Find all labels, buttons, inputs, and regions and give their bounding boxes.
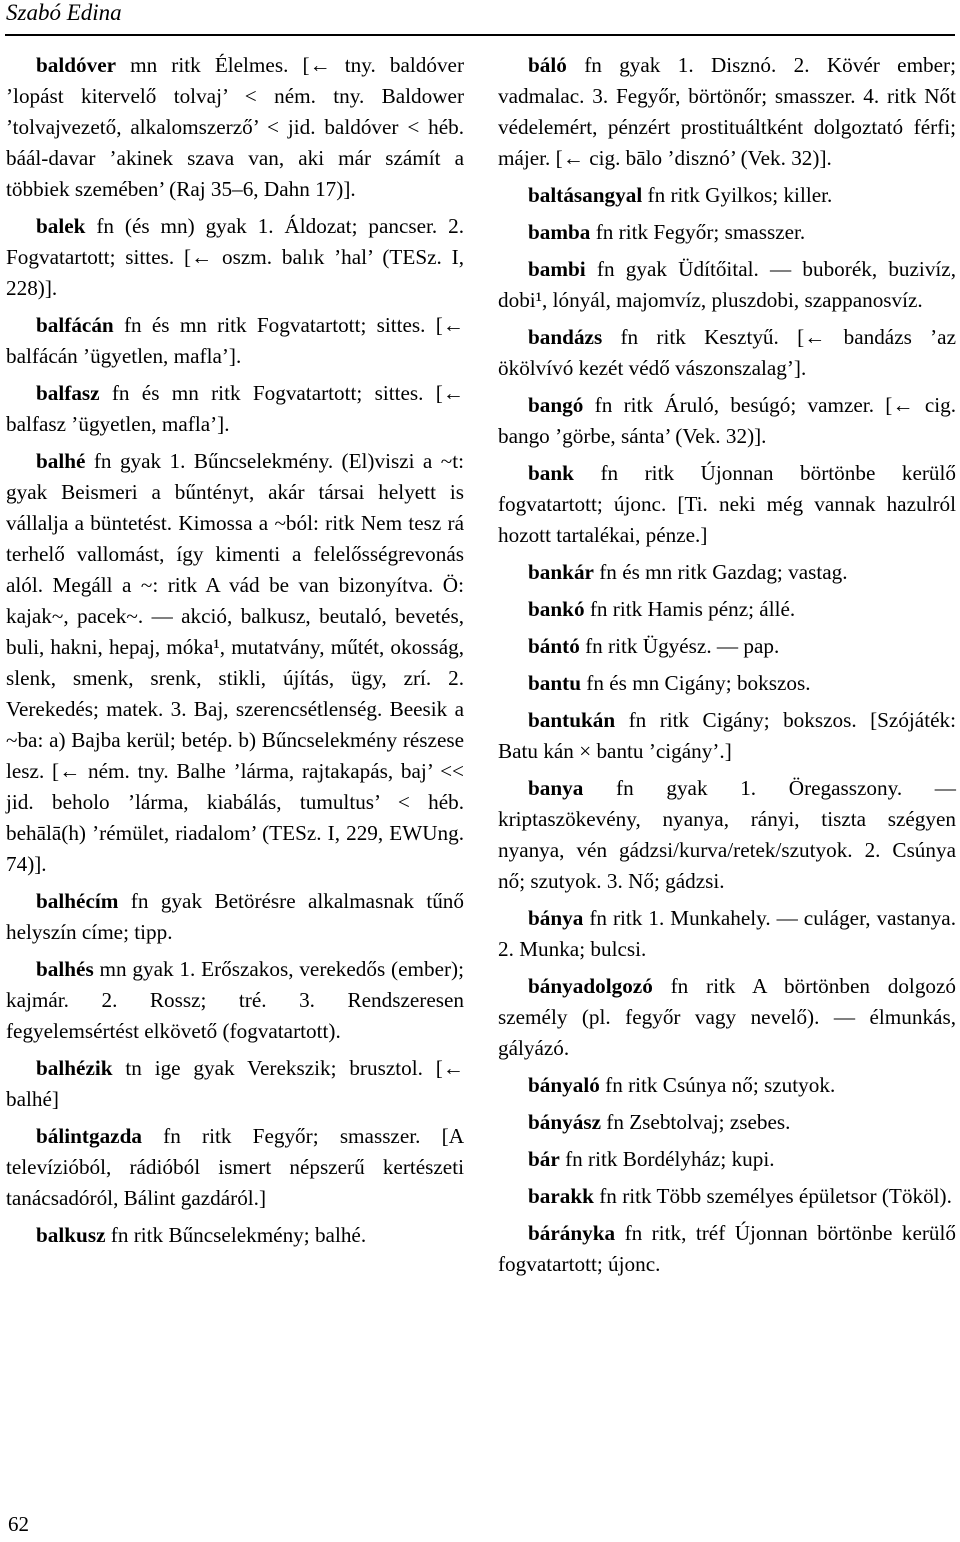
entry-headword: balhé <box>36 449 86 473</box>
entry-body: fn ritk Újonnan börtönbe kerülő fogvatartott; újonc. [Ti. neki még vannak hazulról hozott tartalékai, pénze.] <box>498 461 956 547</box>
entry-headword: baldóver <box>36 53 117 77</box>
entry-body: mn gyak 1. Erőszakos, verekedős (ember); kajmár. 2. Rossz; tré. 3. Rendszeresen fegyelemsértést elkövető (fogvatartott). <box>6 957 464 1043</box>
page-number: 62 <box>8 1512 29 1536</box>
entry-headword: banya <box>528 776 584 800</box>
entry-headword: bárányka <box>528 1221 616 1245</box>
entry-headword: bár <box>528 1147 560 1171</box>
dictionary-entry <box>498 773 956 897</box>
entry-headword: bandázs <box>528 325 603 349</box>
dictionary-entry <box>498 594 956 625</box>
entry-headword: bányász <box>528 1110 601 1134</box>
entry-headword: balhécím <box>36 889 119 913</box>
dictionary-entry <box>498 322 956 384</box>
dictionary-entry <box>6 954 464 1047</box>
dictionary-entry <box>6 211 464 304</box>
entry-body: fn ritk Bordélyház; kupi. <box>559 1147 775 1171</box>
dictionary-entry <box>6 1053 464 1115</box>
entry-headword: bank <box>528 461 574 485</box>
dictionary-entry <box>498 557 956 588</box>
entry-headword: balfácán <box>36 313 114 337</box>
entry-body: fn Zsebtolvaj; zsebes. <box>601 1110 791 1134</box>
entry-headword: bankár <box>528 560 594 584</box>
entry-headword: balek <box>36 214 86 238</box>
entry-body: fn gyak 1. Öregasszony. — kriptaszökevény, nyanya, rányi, tiszta szégyen nyanya, vén gádzsi/kurva/retek/szutyok. 2. Csúnya nő; szutyok. 3. Nő; gádzsi. <box>498 776 956 893</box>
dictionary-entry <box>498 1107 956 1138</box>
entry-headword: bankó <box>528 597 585 621</box>
entry-headword: bantukán <box>528 708 616 732</box>
entry-body: fn ritk Több személyes épületsor (Tököl). <box>593 1184 952 1208</box>
dictionary-entry <box>498 1070 956 1101</box>
dictionary-entry <box>498 50 956 174</box>
entry-headword: bantu <box>528 671 581 695</box>
entry-body: fn ritk Csúnya nő; szutyok. <box>599 1073 836 1097</box>
dictionary-entry <box>498 1218 956 1280</box>
dictionary-entry <box>6 886 464 948</box>
dictionary-entry <box>498 458 956 551</box>
entry-headword: báló <box>528 53 567 77</box>
dictionary-entry <box>498 668 956 699</box>
entry-body: fn ritk Cigány; bokszos. [Szójáték: Batu kán × bantu ’cigány’.] <box>498 708 956 763</box>
entry-body: fn ritk Ügyész. — pap. <box>579 634 780 658</box>
dictionary-entry <box>498 631 956 662</box>
entry-headword: bangó <box>528 393 584 417</box>
entry-body: fn gyak 1. Disznó. 2. Kövér ember; vadmalac. 3. Fegyőr, börtönőr; smasszer. 4. ritk Nőt védelemért, pénzért prostituáltként dolgoztató férfi; májer. [← cig. bālo ’disznó’ (Vek. 32)]. <box>498 53 956 170</box>
entry-headword: bányaló <box>528 1073 600 1097</box>
dictionary-entry <box>498 390 956 452</box>
dictionary-entry <box>6 1121 464 1214</box>
dictionary-entry <box>498 1144 956 1175</box>
entry-headword: balhézik <box>36 1056 113 1080</box>
entry-body: fn és mn Cigány; bokszos. <box>581 671 811 695</box>
dictionary-entry <box>6 446 464 880</box>
dictionary-entry <box>498 971 956 1064</box>
entry-headword: balkusz <box>36 1223 106 1247</box>
dictionary-entry <box>498 180 956 211</box>
dictionary-entry <box>498 705 956 767</box>
entry-headword: balhés <box>36 957 94 981</box>
entry-headword: bántó <box>528 634 580 658</box>
dictionary-entry <box>6 1220 464 1251</box>
entry-headword: balfasz <box>36 381 100 405</box>
dictionary-entry <box>498 254 956 316</box>
entry-body: fn ritk Hamis pénz; állé. <box>584 597 796 621</box>
left-column <box>6 50 464 1257</box>
entry-headword: baltásangyal <box>528 183 643 207</box>
entry-headword: bánya <box>528 906 584 930</box>
dictionary-entry <box>6 310 464 372</box>
entry-body: fn gyak Betörésre alkalmasnak tűnő helyszín címe; tipp. <box>6 889 464 944</box>
dictionary-entry <box>498 1181 956 1212</box>
entry-body: fn ritk Bűncselekmény; balhé. <box>105 1223 367 1247</box>
entry-body: mn ritk Élelmes. [← tny. baldóver ’lopást kitervelő tolvaj’ < ném. tny. Baldower ’tolvajvezető, alkalomszerző’ < jid. baldóver < héb. báál-davar ’akinek szava van, aki már számít a többiek szemében’ (Raj 35–6, Dahn 17)]. <box>6 53 464 201</box>
entry-headword: bamba <box>528 220 591 244</box>
entry-body: fn ritk Áruló, besúgó; vamzer. [← cig. bango ’görbe, sánta’ (Vek. 32)]. <box>498 393 956 448</box>
entry-body: fn (és mn) gyak 1. Áldozat; pancser. 2. Fogvatartott; sittes. [← oszm. balık ’hal’ (TESz. I, 228)]. <box>6 214 464 300</box>
entry-headword: barakk <box>528 1184 594 1208</box>
entry-body: fn ritk Gyilkos; killer. <box>642 183 833 207</box>
entry-body: fn ritk 1. Munkahely. — culáger, vastanya. 2. Munka; bulcsi. <box>498 906 956 961</box>
entry-body: fn ritk A börtönben dolgozó személy (pl. fegyőr vagy nevelő). — élmunkás, gályázó. <box>498 974 956 1060</box>
right-column <box>498 50 956 1286</box>
entry-body: fn ritk, tréf Újonnan börtönbe kerülő fogvatartott; újonc. <box>498 1221 956 1276</box>
entry-body: fn ritk Fegyőr; smasszer. <box>590 220 806 244</box>
entry-body: fn gyak 1. Bűncselekmény. (El)viszi a ~t: gyak Beismeri a bűntényt, akár társai helyett is vállalja a büntetést. Kimossa a ~ból: ritk Nem tesz rá terhelő vallomást, így kimenti a felelősségrevonás alól. Megáll a ~: ritk A vád be van bizonyítva. Ö: kajak~, pacek~. — akció, balkusz, beutaló, bevetés, buli, hakni, hepaj, móka¹, mutatvány, műtét, okosság, slenk, smenk, srenk, stikli, újítás, ügy, zrí. 2. Verekedés; matek. 3. Baj, szerencsétlenség. Beesik a ~ba: a) Bajba kerül; betép. b) Bűncselekmény részese lesz. [← ném. tny. Balhe ’lárma, rajtakapás, baj’ << jid. beholo ’lárma, kiabálás, tumultus’ < héb. behālā(h) ’rémület, riadalom’ (TESz. I, 229, EWUng. 74)]. <box>6 449 464 876</box>
entry-body: fn gyak Üdítőital. — buborék, buzivíz, dobi¹, lónyál, majomvíz, pluszdobi, szappanosvíz. <box>498 257 956 312</box>
entry-headword: bambi <box>528 257 586 281</box>
entry-body: fn és mn ritk Fogvatartott; sittes. [← balfasz ’ügyetlen, mafla’]. <box>6 381 464 436</box>
entry-body: fn és mn ritk Fogvatartott; sittes. [← balfácán ’ügyetlen, mafla’]. <box>6 313 464 368</box>
header-divider <box>5 34 955 36</box>
dictionary-entry <box>498 217 956 248</box>
dictionary-entry <box>6 50 464 205</box>
dictionary-entry <box>6 378 464 440</box>
entry-body: tn ige gyak Verekszik; brusztol. [← balhé] <box>6 1056 464 1111</box>
entry-body: fn ritk Fegyőr; smasszer. [A televízióból, rádióból ismert népszerű kertészeti tanácsadóról, Bálint gazdáról.] <box>6 1124 464 1210</box>
entry-body: fn ritk Kesztyű. [← bandázs ’az ökölvívó kezét védő vászonszalag’]. <box>498 325 956 380</box>
entry-headword: bányadolgozó <box>528 974 653 998</box>
entry-headword: bálintgazda <box>36 1124 142 1148</box>
running-header-author: Szabó Edina <box>6 0 122 25</box>
dictionary-entry <box>498 903 956 965</box>
entry-body: fn és mn ritk Gazdag; vastag. <box>593 560 848 584</box>
